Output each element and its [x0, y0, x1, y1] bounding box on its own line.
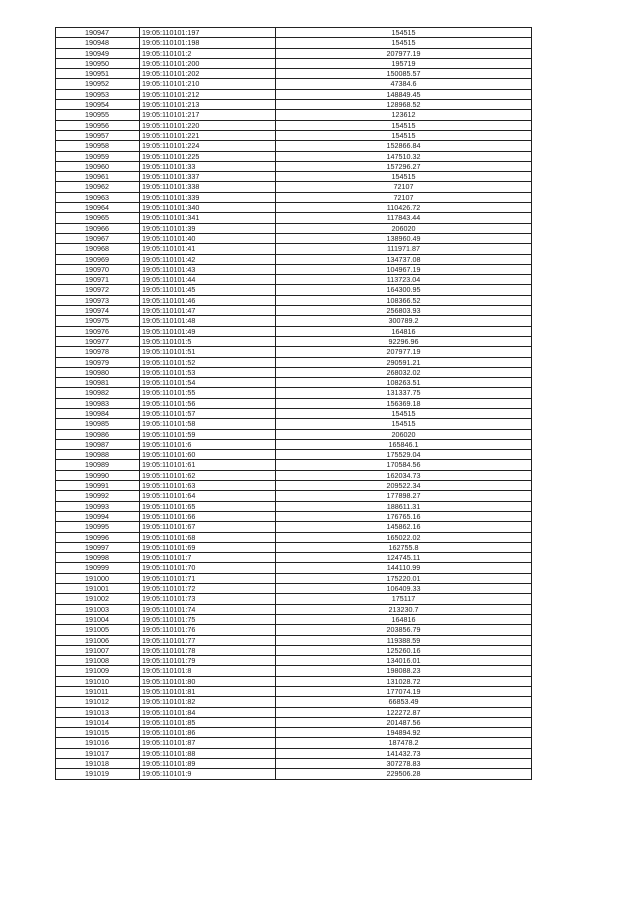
table-body [56, 28, 532, 780]
cadastral-value-cell: 122272.87 [276, 707, 532, 717]
cadastral-number-cell: 19:05:110101:70 [140, 563, 276, 573]
table-row [56, 666, 532, 676]
cadastral-value-cell: 92296.96 [276, 336, 532, 346]
table-row [56, 408, 532, 418]
cadastral-value-cell: 177074.19 [276, 687, 532, 697]
cadastral-value-cell: 72107 [276, 182, 532, 192]
cadastral-value-cell: 187478.2 [276, 738, 532, 748]
table-row [56, 254, 532, 264]
cadastral-number-cell: 19:05:110101:202 [140, 69, 276, 79]
cadastral-number-cell: 19:05:110101:87 [140, 738, 276, 748]
cadastral-number-cell: 19:05:110101:220 [140, 120, 276, 130]
cadastral-value-cell: 154515 [276, 120, 532, 130]
cadastral-value-cell: 154515 [276, 130, 532, 140]
row-number-cell: 190968 [56, 244, 140, 254]
row-number-cell: 191012 [56, 697, 140, 707]
table-row [56, 460, 532, 470]
row-number-cell: 190995 [56, 522, 140, 532]
table-row [56, 419, 532, 429]
row-number-cell: 190985 [56, 419, 140, 429]
table-row [56, 192, 532, 202]
cadastral-number-cell: 19:05:110101:340 [140, 203, 276, 213]
row-number-cell: 190992 [56, 491, 140, 501]
cadastral-value-cell: 145862.16 [276, 522, 532, 532]
cadastral-value-cell: 125260.16 [276, 645, 532, 655]
cadastral-value-cell: 108366.52 [276, 295, 532, 305]
cadastral-value-cell: 207977.19 [276, 48, 532, 58]
row-number-cell: 190977 [56, 336, 140, 346]
cadastral-value-cell: 154515 [276, 408, 532, 418]
table-row [56, 203, 532, 213]
row-number-cell: 190970 [56, 264, 140, 274]
cadastral-value-cell: 164816 [276, 326, 532, 336]
row-number-cell: 190993 [56, 501, 140, 511]
table-row [56, 295, 532, 305]
cadastral-number-cell: 19:05:110101:59 [140, 429, 276, 439]
cadastral-number-cell: 19:05:110101:55 [140, 388, 276, 398]
cadastral-value-cell: 113723.04 [276, 275, 532, 285]
table-row [56, 398, 532, 408]
row-number-cell: 191015 [56, 728, 140, 738]
cadastral-value-cell: 268032.02 [276, 367, 532, 377]
cadastral-number-cell: 19:05:110101:46 [140, 295, 276, 305]
cadastral-value-cell: 47384.6 [276, 79, 532, 89]
row-number-cell: 190999 [56, 563, 140, 573]
row-number-cell: 190994 [56, 511, 140, 521]
cadastral-value-cell: 147510.32 [276, 151, 532, 161]
row-number-cell: 190982 [56, 388, 140, 398]
cadastral-number-cell: 19:05:110101:197 [140, 28, 276, 38]
cadastral-number-cell: 19:05:110101:42 [140, 254, 276, 264]
cadastral-value-cell: 165022.02 [276, 532, 532, 542]
row-number-cell: 190972 [56, 285, 140, 295]
table-row [56, 48, 532, 58]
cadastral-value-cell: 209522.34 [276, 481, 532, 491]
cadastral-number-cell: 19:05:110101:33 [140, 161, 276, 171]
table-row [56, 100, 532, 110]
table-row [56, 38, 532, 48]
cadastral-value-cell: 162755.8 [276, 542, 532, 552]
row-number-cell: 190949 [56, 48, 140, 58]
table-row [56, 141, 532, 151]
table-row [56, 264, 532, 274]
cadastral-number-cell: 19:05:110101:337 [140, 172, 276, 182]
table-row [56, 542, 532, 552]
row-number-cell: 190986 [56, 429, 140, 439]
row-number-cell: 190958 [56, 141, 140, 151]
cadastral-value-cell: 108263.51 [276, 378, 532, 388]
cadastral-value-cell: 154515 [276, 172, 532, 182]
table-row [56, 481, 532, 491]
cadastral-number-cell: 19:05:110101:68 [140, 532, 276, 542]
cadastral-number-cell: 19:05:110101:39 [140, 223, 276, 233]
row-number-cell: 190952 [56, 79, 140, 89]
cadastral-number-cell: 19:05:110101:41 [140, 244, 276, 254]
table-row [56, 501, 532, 511]
cadastral-number-cell: 19:05:110101:63 [140, 481, 276, 491]
table-row [56, 594, 532, 604]
cadastral-value-cell: 195719 [276, 58, 532, 68]
row-number-cell: 190963 [56, 192, 140, 202]
cadastral-number-cell: 19:05:110101:78 [140, 645, 276, 655]
row-number-cell: 190998 [56, 553, 140, 563]
cadastral-value-cell: 170584.56 [276, 460, 532, 470]
row-number-cell: 191003 [56, 604, 140, 614]
row-number-cell: 191009 [56, 666, 140, 676]
table-row [56, 347, 532, 357]
row-number-cell: 190961 [56, 172, 140, 182]
table-row [56, 378, 532, 388]
cadastral-value-cell: 164300.95 [276, 285, 532, 295]
cadastral-number-cell: 19:05:110101:85 [140, 717, 276, 727]
table-row [56, 233, 532, 243]
cadastral-value-cell: 213230.7 [276, 604, 532, 614]
cadastral-value-cell: 176765.16 [276, 511, 532, 521]
table-row [56, 563, 532, 573]
table-row [56, 645, 532, 655]
cadastral-number-cell: 19:05:110101:84 [140, 707, 276, 717]
row-number-cell: 190964 [56, 203, 140, 213]
row-number-cell: 190996 [56, 532, 140, 542]
table-row [56, 58, 532, 68]
table-row [56, 172, 532, 182]
row-number-cell: 191018 [56, 759, 140, 769]
cadastral-number-cell: 19:05:110101:76 [140, 625, 276, 635]
table-row [56, 130, 532, 140]
row-number-cell: 190974 [56, 306, 140, 316]
table-row [56, 69, 532, 79]
table-row [56, 584, 532, 594]
row-number-cell: 190947 [56, 28, 140, 38]
table-row [56, 182, 532, 192]
cadastral-value-cell: 72107 [276, 192, 532, 202]
cadastral-number-cell: 19:05:110101:57 [140, 408, 276, 418]
cadastral-number-cell: 19:05:110101:65 [140, 501, 276, 511]
cadastral-number-cell: 19:05:110101:58 [140, 419, 276, 429]
cadastral-number-cell: 19:05:110101:81 [140, 687, 276, 697]
cadastral-number-cell: 19:05:110101:64 [140, 491, 276, 501]
cadastral-number-cell: 19:05:110101:225 [140, 151, 276, 161]
cadastral-number-cell: 19:05:110101:221 [140, 130, 276, 140]
table-row [56, 635, 532, 645]
cadastral-number-cell: 19:05:110101:71 [140, 573, 276, 583]
row-number-cell: 190955 [56, 110, 140, 120]
table-row [56, 357, 532, 367]
cadastral-number-cell: 19:05:110101:73 [140, 594, 276, 604]
table-row [56, 656, 532, 666]
cadastral-number-cell: 19:05:110101:198 [140, 38, 276, 48]
cadastral-value-cell: 123612 [276, 110, 532, 120]
cadastral-value-cell: 175220.01 [276, 573, 532, 583]
cadastral-value-cell: 104967.19 [276, 264, 532, 274]
table-row [56, 522, 532, 532]
cadastral-value-cell: 106409.33 [276, 584, 532, 594]
cadastral-value-cell: 131337.75 [276, 388, 532, 398]
table-row [56, 738, 532, 748]
cadastral-number-cell: 19:05:110101:224 [140, 141, 276, 151]
row-number-cell: 191016 [56, 738, 140, 748]
cadastral-value-cell: 66853.49 [276, 697, 532, 707]
table-row [56, 728, 532, 738]
table-row [56, 707, 532, 717]
row-number-cell: 190978 [56, 347, 140, 357]
cadastral-number-cell: 19:05:110101:88 [140, 748, 276, 758]
cadastral-value-cell: 203856.79 [276, 625, 532, 635]
row-number-cell: 190962 [56, 182, 140, 192]
row-number-cell: 191000 [56, 573, 140, 583]
table-row [56, 687, 532, 697]
cadastral-value-table [55, 27, 532, 780]
cadastral-number-cell: 19:05:110101:54 [140, 378, 276, 388]
cadastral-value-cell: 128968.52 [276, 100, 532, 110]
cadastral-value-cell: 148849.45 [276, 89, 532, 99]
table-row [56, 697, 532, 707]
cadastral-value-cell: 175529.04 [276, 450, 532, 460]
table-row [56, 614, 532, 624]
cadastral-value-cell: 206020 [276, 223, 532, 233]
cadastral-number-cell: 19:05:110101:9 [140, 769, 276, 779]
table-row [56, 120, 532, 130]
row-number-cell: 191001 [56, 584, 140, 594]
cadastral-value-cell: 152866.84 [276, 141, 532, 151]
table-row [56, 491, 532, 501]
table-row [56, 316, 532, 326]
row-number-cell: 190981 [56, 378, 140, 388]
cadastral-value-cell: 124745.11 [276, 553, 532, 563]
cadastral-value-cell: 206020 [276, 429, 532, 439]
row-number-cell: 190988 [56, 450, 140, 460]
cadastral-value-cell: 110426.72 [276, 203, 532, 213]
table-row [56, 604, 532, 614]
row-number-cell: 190989 [56, 460, 140, 470]
cadastral-value-cell: 229506.28 [276, 769, 532, 779]
cadastral-number-cell: 19:05:110101:8 [140, 666, 276, 676]
cadastral-number-cell: 19:05:110101:48 [140, 316, 276, 326]
table-row [56, 151, 532, 161]
row-number-cell: 190984 [56, 408, 140, 418]
table-row [56, 28, 532, 38]
row-number-cell: 190959 [56, 151, 140, 161]
cadastral-value-cell: 154515 [276, 419, 532, 429]
cadastral-number-cell: 19:05:110101:51 [140, 347, 276, 357]
table-row [56, 676, 532, 686]
row-number-cell: 190990 [56, 470, 140, 480]
cadastral-number-cell: 19:05:110101:2 [140, 48, 276, 58]
cadastral-number-cell: 19:05:110101:47 [140, 306, 276, 316]
cadastral-value-cell: 165846.1 [276, 439, 532, 449]
table-row [56, 244, 532, 254]
row-number-cell: 190973 [56, 295, 140, 305]
cadastral-number-cell: 19:05:110101:56 [140, 398, 276, 408]
cadastral-number-cell: 19:05:110101:341 [140, 213, 276, 223]
row-number-cell: 191006 [56, 635, 140, 645]
cadastral-number-cell: 19:05:110101:217 [140, 110, 276, 120]
cadastral-number-cell: 19:05:110101:40 [140, 233, 276, 243]
table-row [56, 553, 532, 563]
cadastral-number-cell: 19:05:110101:75 [140, 614, 276, 624]
cadastral-value-cell: 134016.01 [276, 656, 532, 666]
row-number-cell: 190980 [56, 367, 140, 377]
cadastral-number-cell: 19:05:110101:212 [140, 89, 276, 99]
table-row [56, 285, 532, 295]
cadastral-number-cell: 19:05:110101:43 [140, 264, 276, 274]
row-number-cell: 191007 [56, 645, 140, 655]
table-row [56, 450, 532, 460]
row-number-cell: 190954 [56, 100, 140, 110]
row-number-cell: 190976 [56, 326, 140, 336]
row-number-cell: 190965 [56, 213, 140, 223]
cadastral-number-cell: 19:05:110101:213 [140, 100, 276, 110]
row-number-cell: 191004 [56, 614, 140, 624]
cadastral-number-cell: 19:05:110101:74 [140, 604, 276, 614]
cadastral-number-cell: 19:05:110101:60 [140, 450, 276, 460]
cadastral-number-cell: 19:05:110101:53 [140, 367, 276, 377]
cadastral-value-cell: 300789.2 [276, 316, 532, 326]
cadastral-value-cell: 154515 [276, 28, 532, 38]
row-number-cell: 190953 [56, 89, 140, 99]
cadastral-number-cell: 19:05:110101:52 [140, 357, 276, 367]
row-number-cell: 191011 [56, 687, 140, 697]
cadastral-value-cell: 157296.27 [276, 161, 532, 171]
cadastral-value-cell: 138960.49 [276, 233, 532, 243]
row-number-cell: 190969 [56, 254, 140, 264]
table-row [56, 532, 532, 542]
cadastral-number-cell: 19:05:110101:72 [140, 584, 276, 594]
table-row [56, 439, 532, 449]
cadastral-number-cell: 19:05:110101:44 [140, 275, 276, 285]
cadastral-number-cell: 19:05:110101:89 [140, 759, 276, 769]
row-number-cell: 190956 [56, 120, 140, 130]
row-number-cell: 191017 [56, 748, 140, 758]
row-number-cell: 191014 [56, 717, 140, 727]
row-number-cell: 190967 [56, 233, 140, 243]
table-row [56, 470, 532, 480]
table-row [56, 275, 532, 285]
cadastral-number-cell: 19:05:110101:79 [140, 656, 276, 666]
table-row [56, 511, 532, 521]
table-row [56, 759, 532, 769]
cadastral-value-cell: 117843.44 [276, 213, 532, 223]
cadastral-value-cell: 188611.31 [276, 501, 532, 511]
table-row [56, 625, 532, 635]
cadastral-value-cell: 119388.59 [276, 635, 532, 645]
table-row [56, 769, 532, 779]
cadastral-number-cell: 19:05:110101:67 [140, 522, 276, 532]
cadastral-value-cell: 198088.23 [276, 666, 532, 676]
row-number-cell: 190966 [56, 223, 140, 233]
table-row [56, 717, 532, 727]
table-row [56, 161, 532, 171]
cadastral-number-cell: 19:05:110101:80 [140, 676, 276, 686]
table-row [56, 110, 532, 120]
table-row [56, 748, 532, 758]
cadastral-value-cell: 156369.18 [276, 398, 532, 408]
cadastral-value-cell: 150085.57 [276, 69, 532, 79]
cadastral-value-cell: 111971.87 [276, 244, 532, 254]
cadastral-value-cell: 141432.73 [276, 748, 532, 758]
cadastral-value-cell: 307278.83 [276, 759, 532, 769]
cadastral-number-cell: 19:05:110101:45 [140, 285, 276, 295]
table-row [56, 79, 532, 89]
cadastral-number-cell: 19:05:110101:5 [140, 336, 276, 346]
row-number-cell: 190983 [56, 398, 140, 408]
cadastral-value-cell: 175117 [276, 594, 532, 604]
table-row [56, 89, 532, 99]
row-number-cell: 190948 [56, 38, 140, 48]
cadastral-value-cell: 290591.21 [276, 357, 532, 367]
cadastral-value-cell: 164816 [276, 614, 532, 624]
row-number-cell: 191010 [56, 676, 140, 686]
cadastral-value-cell: 201487.56 [276, 717, 532, 727]
row-number-cell: 190987 [56, 439, 140, 449]
row-number-cell: 190997 [56, 542, 140, 552]
table-row [56, 326, 532, 336]
cadastral-value-cell: 131028.72 [276, 676, 532, 686]
cadastral-value-cell: 134737.08 [276, 254, 532, 264]
cadastral-number-cell: 19:05:110101:66 [140, 511, 276, 521]
table-row [56, 573, 532, 583]
table-row [56, 213, 532, 223]
cadastral-number-cell: 19:05:110101:69 [140, 542, 276, 552]
cadastral-number-cell: 19:05:110101:338 [140, 182, 276, 192]
row-number-cell: 190957 [56, 130, 140, 140]
table-row [56, 336, 532, 346]
table-row [56, 223, 532, 233]
cadastral-number-cell: 19:05:110101:62 [140, 470, 276, 480]
cadastral-value-cell: 207977.19 [276, 347, 532, 357]
row-number-cell: 190975 [56, 316, 140, 326]
row-number-cell: 191019 [56, 769, 140, 779]
row-number-cell: 190991 [56, 481, 140, 491]
cadastral-number-cell: 19:05:110101:49 [140, 326, 276, 336]
cadastral-value-cell: 144110.99 [276, 563, 532, 573]
cadastral-number-cell: 19:05:110101:7 [140, 553, 276, 563]
row-number-cell: 190979 [56, 357, 140, 367]
cadastral-number-cell: 19:05:110101:6 [140, 439, 276, 449]
cadastral-value-cell: 256803.93 [276, 306, 532, 316]
table-row [56, 388, 532, 398]
cadastral-value-cell: 194894.92 [276, 728, 532, 738]
cadastral-value-cell: 162034.73 [276, 470, 532, 480]
table-row [56, 306, 532, 316]
row-number-cell: 191005 [56, 625, 140, 635]
cadastral-number-cell: 19:05:110101:82 [140, 697, 276, 707]
table-row [56, 429, 532, 439]
cadastral-number-cell: 19:05:110101:339 [140, 192, 276, 202]
cadastral-value-cell: 177898.27 [276, 491, 532, 501]
row-number-cell: 190951 [56, 69, 140, 79]
row-number-cell: 190960 [56, 161, 140, 171]
row-number-cell: 190971 [56, 275, 140, 285]
row-number-cell: 191002 [56, 594, 140, 604]
row-number-cell: 190950 [56, 58, 140, 68]
cadastral-number-cell: 19:05:110101:200 [140, 58, 276, 68]
cadastral-value-cell: 154515 [276, 38, 532, 48]
table-row [56, 367, 532, 377]
cadastral-number-cell: 19:05:110101:61 [140, 460, 276, 470]
cadastral-number-cell: 19:05:110101:77 [140, 635, 276, 645]
cadastral-number-cell: 19:05:110101:210 [140, 79, 276, 89]
row-number-cell: 191008 [56, 656, 140, 666]
cadastral-number-cell: 19:05:110101:86 [140, 728, 276, 738]
row-number-cell: 191013 [56, 707, 140, 717]
